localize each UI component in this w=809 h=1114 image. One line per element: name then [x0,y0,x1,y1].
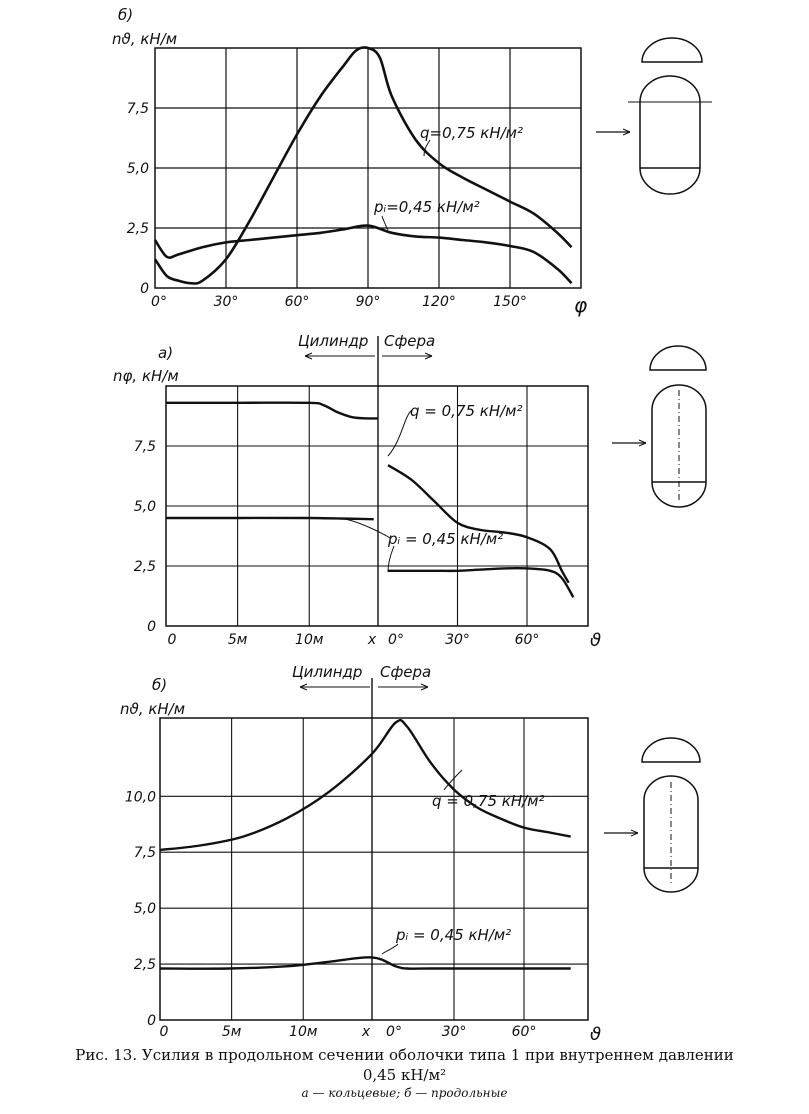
panel-3-leader-p [382,944,398,954]
panel-1-xtick: 60° [284,294,310,310]
chart-panel-2 [113,332,601,651]
panel-1-series-line-1 [155,226,572,284]
schematic-2 [612,346,706,507]
figure-caption-pressure: 0,45 кН/м² [362,1066,447,1084]
panel-1-annotation-q: q=0,75 кН/м² [420,124,523,142]
panel-3-ytick: 7,5 [133,845,156,862]
panel-1-ytick: 7,5 [126,101,149,117]
panel-1-ytick: 5,0 [126,161,149,177]
panel-3-xtick: 5м [221,1024,242,1040]
panel-2-series-line-0 [166,403,378,419]
panel-2-series-line-2 [166,518,374,519]
panel-1-series [155,47,572,283]
panel-1-xtick: 120° [422,294,456,310]
panel-1-ytick: 0 [140,281,149,297]
panel-2-section-sphere: Сфера [384,332,436,350]
panel-3-annotation-p: pᵢ = 0,45 кН/м² [396,926,512,944]
panel-1-ylabel: nϑ, кН/м [112,30,178,48]
panel-3-xtick: 60° [511,1024,537,1040]
panel-1-series-line-0 [155,47,572,283]
panel-1-xlabel: φ [574,293,588,317]
panel-1-xtick: 150° [493,294,527,310]
panel-1-grid [155,48,581,288]
panel-2-ytick: 7,5 [133,439,156,455]
panel-1-label: б) [118,6,134,24]
panel-2-leader-q [388,410,412,456]
panel-2-ylabel: nφ, кН/м [113,367,179,385]
schematic-3 [604,738,700,892]
panel-3-series-line-0 [160,720,571,850]
panel-2-section-cylinder: Цилиндр [298,332,369,350]
panel-2-series [166,403,573,598]
panel-3-series-line-1 [160,957,571,968]
panel-2-annotation-p: pᵢ = 0,45 кН/м² [388,530,504,548]
panel-1-annotation-p: pᵢ=0,45 кН/м² [374,198,480,216]
panel-3-xtick: x [361,1024,371,1040]
panel-2-leader-p2 [388,546,394,572]
panel-2-xtick: 0 [167,632,177,648]
panel-3-annotation-q: q = 0,75 кН/м² [432,792,545,810]
figure-caption-legend: а — кольцевые; б — продольные [301,1086,508,1100]
panel-3-xtick: 30° [441,1024,467,1040]
panel-2-annotation-q: q = 0,75 кН/м² [410,402,523,420]
panel-3-ytick: 2,5 [133,957,156,974]
panel-2-xtick: 10м [295,632,324,648]
panel-1-xtick: 0° [151,294,167,310]
panel-3-xtick: 0° [386,1024,402,1040]
panel-2-grid [166,336,588,626]
panel-3-xlabel: ϑ [590,1024,602,1045]
panel-2-xtick: 60° [514,632,540,648]
panel-2-series-line-3 [388,568,573,597]
panel-3-section-cylinder: Цилиндр [292,663,363,681]
panel-2-ytick: 0 [147,619,156,635]
figure-caption: Рис. 13. Усилия в продольном сечении оболочки типа 1 при внутреннем давлении [75,1046,734,1064]
panel-1-ytick: 2,5 [126,221,149,237]
panel-3-label: б) [152,676,168,694]
panel-2-ytick: 2,5 [133,559,156,575]
panel-2-ytick: 5,0 [133,499,156,515]
panel-2-xtick: 0° [388,632,404,648]
panel-3-section-sphere: Сфера [380,663,432,681]
panel-3-ticks [125,789,537,1040]
schematic-1-dome-icon [642,38,702,62]
panel-2-xtick: 5м [227,632,248,648]
panel-2-xtick: 30° [445,632,470,648]
panel-3-ytick: 10,0 [124,789,156,806]
panel-1-xtick: 90° [355,294,381,310]
panel-3-ytick: 5,0 [133,901,156,918]
panel-2-label: а) [158,344,174,362]
panel-3-ytick: 0 [147,1013,156,1029]
panel-2-xlabel: ϑ [590,630,602,651]
schematic-2-dome-icon [650,346,706,370]
panel-3-xtick: 0 [159,1024,169,1040]
panel-2-series-line-1 [388,465,569,583]
schematic-1 [596,38,712,194]
panel-3-ylabel: nϑ, кН/м [120,700,186,718]
panel-1-xtick: 30° [213,294,239,310]
panel-2-xtick: x [367,632,377,648]
schematic-1-vessel-icon [640,76,700,194]
chart-panel-3 [120,663,601,1045]
panel-2-leader-p1 [345,519,390,538]
panel-3-xtick: 10м [289,1024,318,1040]
schematic-3-dome-icon [642,738,700,762]
chart-panel-1 [112,6,587,317]
